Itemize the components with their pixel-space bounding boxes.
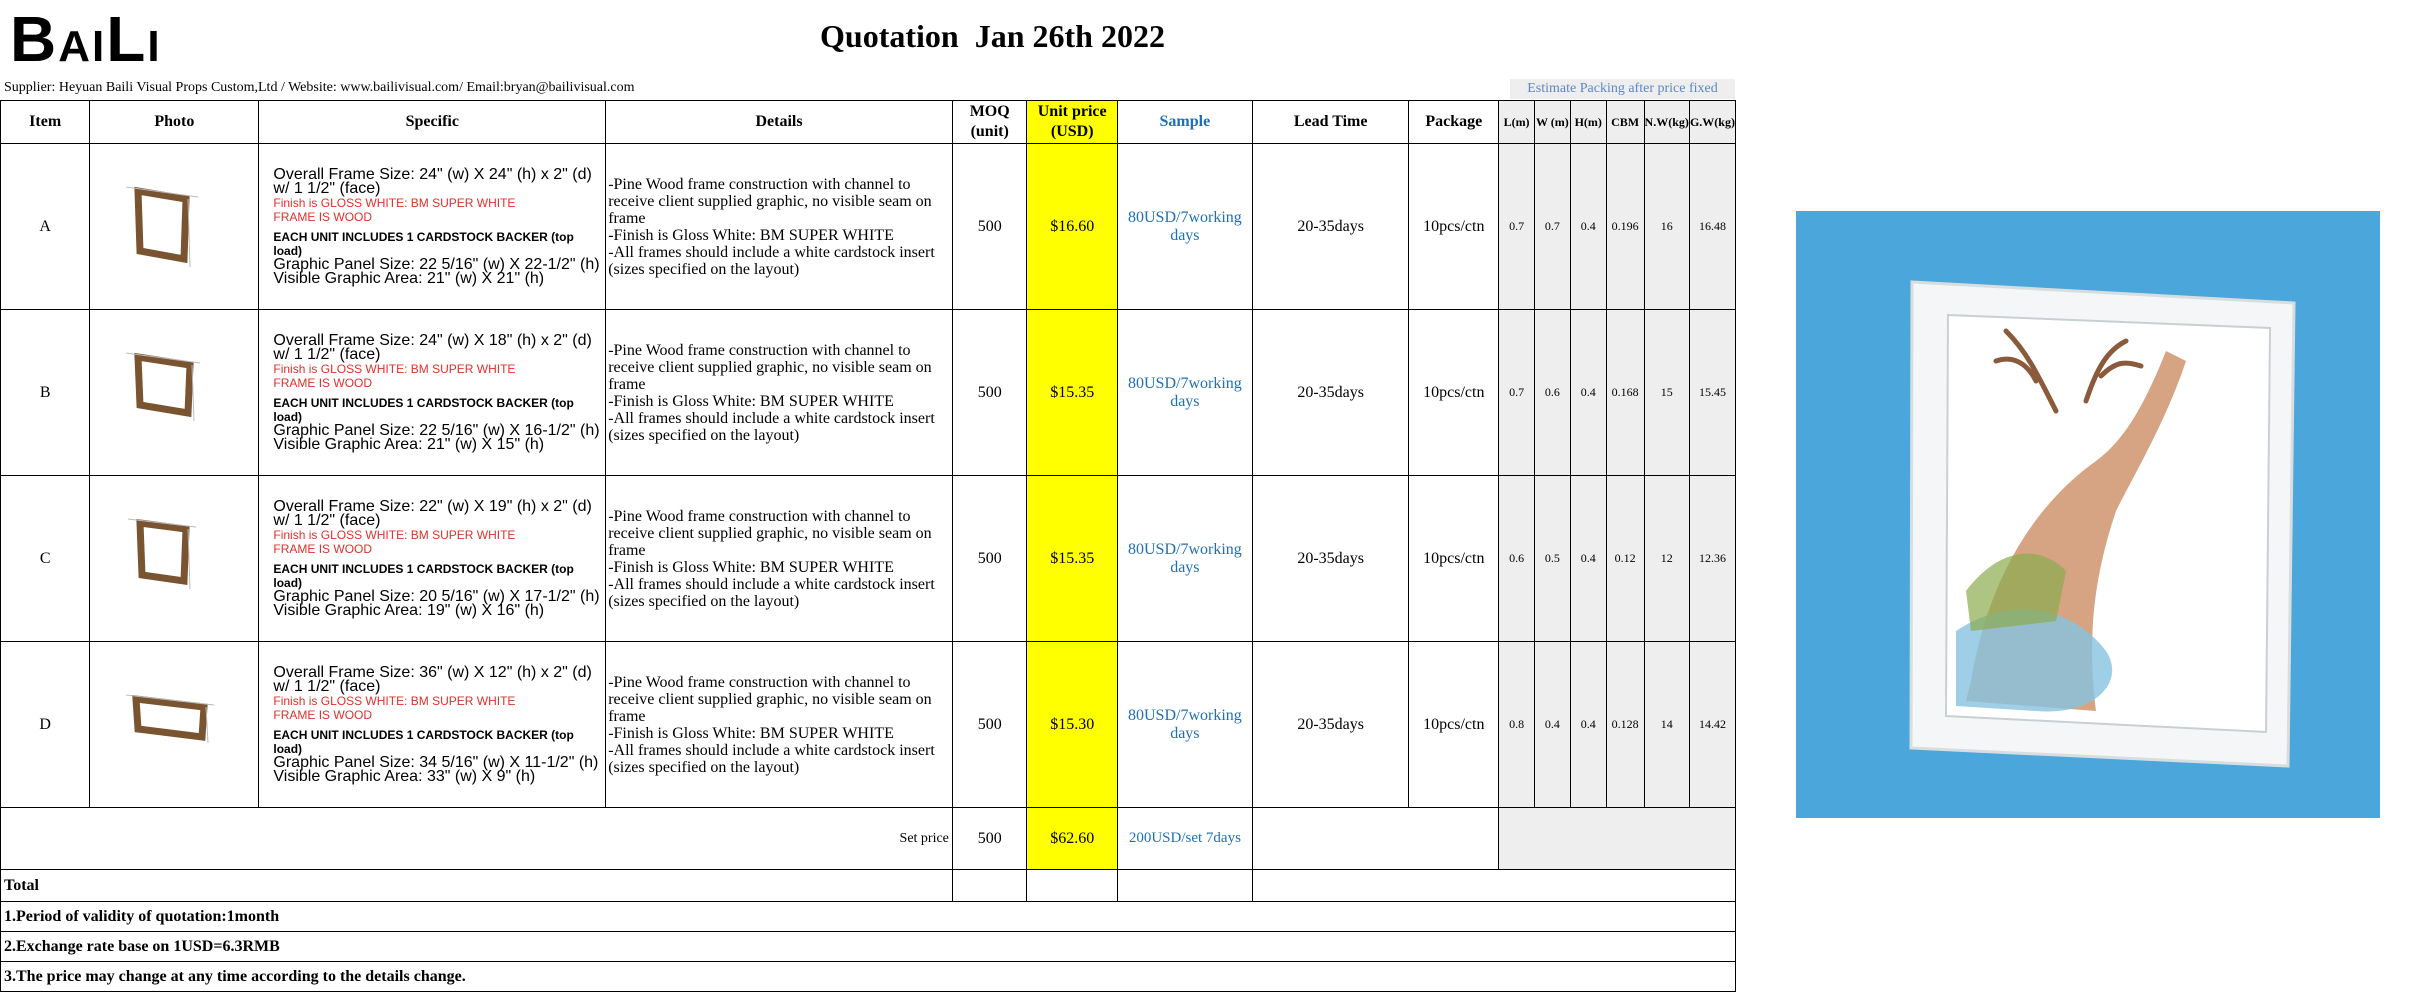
item-net-weight: 16 [1644, 144, 1689, 310]
spec-backer: EACH UNIT INCLUDES 1 CARDSTOCK BACKER (top load) [273, 395, 574, 424]
set-sample: 200USD/set 7days [1117, 808, 1252, 870]
item-net-weight: 14 [1644, 642, 1689, 808]
header-length: L(m) [1499, 101, 1535, 144]
item-details [606, 642, 953, 808]
spec-visible: Visible Graphic Area: 21" (w) X 21" (h) [273, 269, 545, 287]
item-cbm: 0.196 [1606, 144, 1644, 310]
item-width: 0.7 [1535, 144, 1571, 310]
table-row [1, 642, 1736, 808]
item-code: A [1, 144, 90, 310]
item-cbm: 0.168 [1606, 310, 1644, 476]
header-details: Details [606, 101, 953, 144]
header-unit-price: Unit price (USD) [1027, 101, 1117, 144]
spec-frame: FRAME IS WOOD [273, 209, 373, 224]
header-item: Item [1, 101, 90, 144]
header-width: W (m) [1535, 101, 1571, 144]
item-lead-time: 20-35days [1252, 310, 1409, 476]
spec-finish: Finish is GLOSS WHITE: BM SUPER WHITE [273, 693, 516, 708]
detail-construction: -Pine Wood frame construction with channel to receive client supplied graphic, no visible seam on frame [608, 175, 932, 227]
item-photo [90, 476, 259, 642]
item-details [606, 476, 953, 642]
item-photo [90, 144, 259, 310]
header-photo: Photo [90, 101, 259, 144]
header-moq: MOQ (unit) [952, 101, 1027, 144]
table-row [1, 144, 1736, 310]
spec-backer: EACH UNIT INCLUDES 1 CARDSTOCK BACKER (top load) [273, 229, 574, 258]
spec-frame: FRAME IS WOOD [273, 707, 373, 722]
item-gross-weight: 14.42 [1689, 642, 1735, 808]
total-moq [952, 870, 1027, 902]
spec-visible: Visible Graphic Area: 33" (w) X 9" (h) [273, 767, 536, 785]
note-price-change: 3.The price may change at any time according to the details change. [1, 962, 1736, 992]
spec-panel: Graphic Panel Size: 22 5/16" (w) X 22-1/2" (h) [273, 255, 600, 273]
item-width: 0.4 [1535, 642, 1571, 808]
note-validity: 1.Period of validity of quotation:1month [1, 902, 1736, 932]
spec-panel: Graphic Panel Size: 20 5/16" (w) X 17-1/2" (h) [273, 587, 600, 605]
wood-frame-icon [126, 179, 222, 275]
total-price [1027, 870, 1117, 902]
item-sample: 80USD/7working days [1117, 476, 1252, 642]
item-details [606, 310, 953, 476]
header-sample: Sample [1117, 101, 1252, 144]
quotation-table [0, 100, 1736, 992]
spec-size: Overall Frame Size: 24" (w) X 24" (h) x 2" (d) w/ 1 1/2" (face) [273, 165, 592, 197]
item-spec [259, 144, 606, 310]
item-moq: 500 [952, 476, 1027, 642]
detail-finish: -Finish is Gloss White: BM SUPER WHITE [608, 392, 894, 410]
header-gross-weight: G.W(kg) [1689, 101, 1735, 144]
spec-backer: EACH UNIT INCLUDES 1 CARDSTOCK BACKER (top load) [273, 561, 574, 590]
wood-frame-icon [126, 345, 222, 441]
detail-construction: -Pine Wood frame construction with channel to receive client supplied graphic, no visible seam on frame [608, 507, 932, 559]
detail-insert: -All frames should include a white cardstock insert (sizes specified on the layout) [608, 409, 935, 444]
product-photo [1796, 211, 2380, 818]
total-label: Total [1, 870, 953, 902]
item-height: 0.4 [1570, 310, 1606, 476]
item-cbm: 0.128 [1606, 642, 1644, 808]
item-width: 0.5 [1535, 476, 1571, 642]
item-spec [259, 476, 606, 642]
item-unit-price: $15.35 [1027, 476, 1117, 642]
item-height: 0.4 [1570, 476, 1606, 642]
item-code: D [1, 642, 90, 808]
item-sample: 80USD/7working days [1117, 144, 1252, 310]
spec-finish: Finish is GLOSS WHITE: BM SUPER WHITE [273, 195, 516, 210]
item-package: 10pcs/ctn [1409, 144, 1499, 310]
item-unit-price: $15.30 [1027, 642, 1117, 808]
item-moq: 500 [952, 642, 1027, 808]
item-spec [259, 310, 606, 476]
item-package: 10pcs/ctn [1409, 310, 1499, 476]
spec-finish: Finish is GLOSS WHITE: BM SUPER WHITE [273, 527, 516, 542]
note-exchange-rate: 2.Exchange rate base on 1USD=6.3RMB [1, 932, 1736, 962]
page-title: Quotation Jan 26th 2022 [820, 18, 1165, 54]
item-lead-time: 20-35days [1252, 144, 1409, 310]
item-height: 0.4 [1570, 642, 1606, 808]
table-row [1, 310, 1736, 476]
item-unit-price: $16.60 [1027, 144, 1117, 310]
spec-frame: FRAME IS WOOD [273, 375, 373, 390]
item-sample: 80USD/7working days [1117, 310, 1252, 476]
estimate-packing-note: Estimate Packing after price fixed [1510, 79, 1735, 99]
detail-insert: -All frames should include a white cardstock insert (sizes specified on the layout) [608, 575, 935, 610]
spec-size: Overall Frame Size: 22" (w) X 19" (h) x 2" (d) w/ 1 1/2" (face) [273, 497, 592, 529]
detail-finish: -Finish is Gloss White: BM SUPER WHITE [608, 558, 894, 576]
item-code: B [1, 310, 90, 476]
wood-frame-icon [126, 511, 222, 607]
table-row [1, 476, 1736, 642]
header-net-weight: N.W(kg) [1644, 101, 1689, 144]
spec-finish: Finish is GLOSS WHITE: BM SUPER WHITE [273, 361, 516, 376]
item-length: 0.6 [1499, 476, 1535, 642]
item-moq: 500 [952, 310, 1027, 476]
item-photo [90, 642, 259, 808]
spec-size: Overall Frame Size: 24" (w) X 18" (h) x 2" (d) w/ 1 1/2" (face) [273, 331, 592, 363]
header-lead-time: Lead Time [1252, 101, 1409, 144]
supplier-line: Supplier: Heyuan Baili Visual Props Custom,Ltd / Website: www.bailivisual.com/ Email:bryan@bailivisual.com [4, 80, 635, 95]
spec-panel: Graphic Panel Size: 22 5/16" (w) X 16-1/2" (h) [273, 421, 600, 439]
item-code: C [1, 476, 90, 642]
item-net-weight: 12 [1644, 476, 1689, 642]
header-height: H(m) [1570, 101, 1606, 144]
detail-insert: -All frames should include a white cardstock insert (sizes specified on the layout) [608, 243, 935, 278]
spec-frame: FRAME IS WOOD [273, 541, 373, 556]
item-details [606, 144, 953, 310]
item-lead-time: 20-35days [1252, 642, 1409, 808]
item-length: 0.8 [1499, 642, 1535, 808]
item-gross-weight: 16.48 [1689, 144, 1735, 310]
set-blank [1252, 808, 1498, 870]
spec-panel: Graphic Panel Size: 34 5/16" (w) X 11-1/2" (h) [273, 753, 599, 771]
item-height: 0.4 [1570, 144, 1606, 310]
item-length: 0.7 [1499, 144, 1535, 310]
header-cbm: CBM [1606, 101, 1644, 144]
detail-construction: -Pine Wood frame construction with channel to receive client supplied graphic, no visible seam on frame [608, 341, 932, 393]
set-packing-blank [1499, 808, 1736, 870]
item-package: 10pcs/ctn [1409, 642, 1499, 808]
item-gross-weight: 12.36 [1689, 476, 1735, 642]
header-package: Package [1409, 101, 1499, 144]
spec-visible: Visible Graphic Area: 19" (w) X 16" (h) [273, 601, 545, 619]
spec-visible: Visible Graphic Area: 21" (w) X 15" (h) [273, 435, 545, 453]
item-sample: 80USD/7working days [1117, 642, 1252, 808]
item-lead-time: 20-35days [1252, 476, 1409, 642]
detail-finish: -Finish is Gloss White: BM SUPER WHITE [608, 724, 894, 742]
spec-size: Overall Frame Size: 36" (w) X 12" (h) x 2" (d) w/ 1 1/2" (face) [273, 663, 592, 695]
detail-finish: -Finish is Gloss White: BM SUPER WHITE [608, 226, 894, 244]
item-width: 0.6 [1535, 310, 1571, 476]
baili-logo: BAILI [10, 3, 162, 75]
framed-deer-artwork [1796, 211, 2380, 818]
detail-construction: -Pine Wood frame construction with channel to receive client supplied graphic, no visible seam on frame [608, 673, 932, 725]
spec-backer: EACH UNIT INCLUDES 1 CARDSTOCK BACKER (top load) [273, 727, 574, 756]
set-price-label: Set price [1, 808, 953, 870]
item-photo [90, 310, 259, 476]
item-unit-price: $15.35 [1027, 310, 1117, 476]
wood-frame-icon [126, 677, 222, 773]
set-price: $62.60 [1027, 808, 1117, 870]
total-blank [1252, 870, 1735, 902]
item-moq: 500 [952, 144, 1027, 310]
header-specific: Specific [259, 101, 606, 144]
detail-insert: -All frames should include a white cardstock insert (sizes specified on the layout) [608, 741, 935, 776]
item-package: 10pcs/ctn [1409, 476, 1499, 642]
total-sample [1117, 870, 1252, 902]
item-length: 0.7 [1499, 310, 1535, 476]
item-spec [259, 642, 606, 808]
set-moq: 500 [952, 808, 1027, 870]
item-net-weight: 15 [1644, 310, 1689, 476]
item-gross-weight: 15.45 [1689, 310, 1735, 476]
item-cbm: 0.12 [1606, 476, 1644, 642]
